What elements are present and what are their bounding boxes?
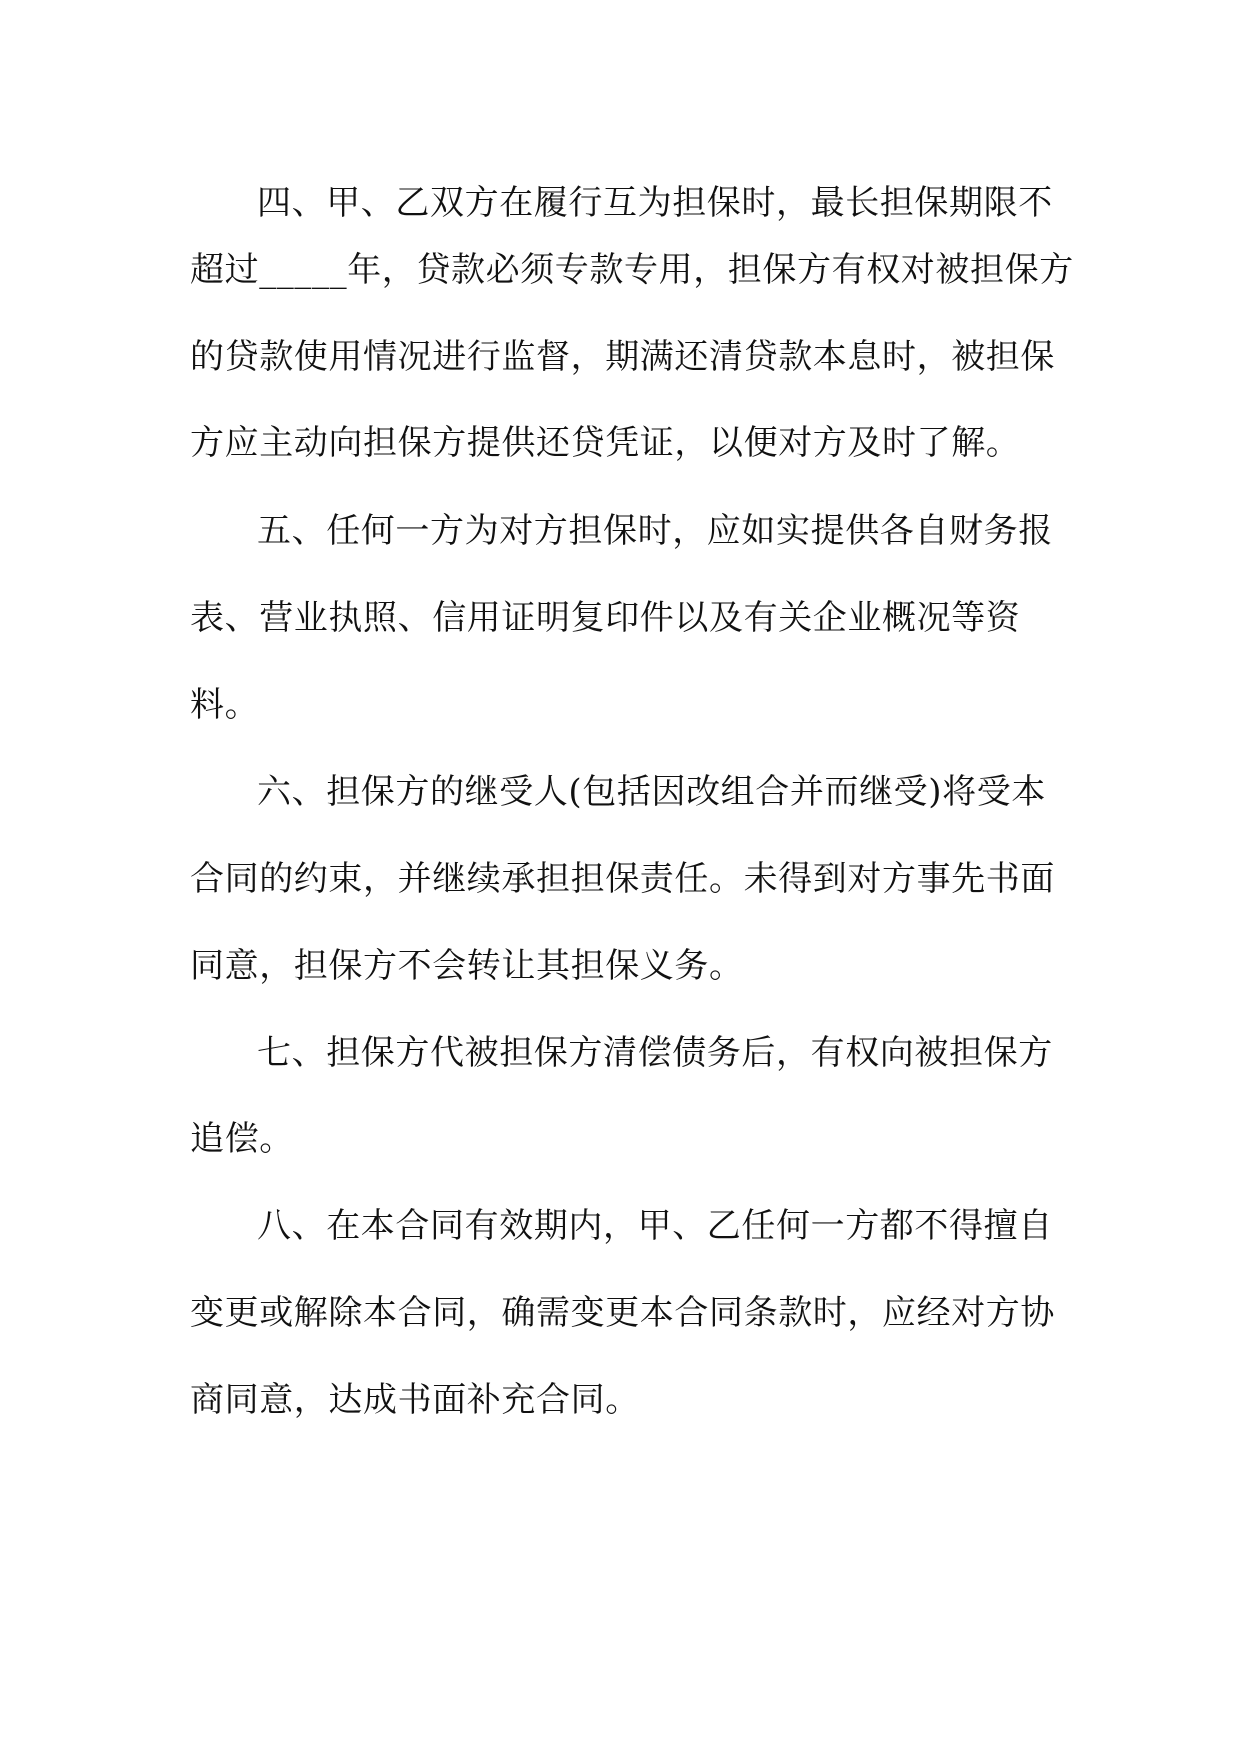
clause-5-line-2: 表、营业执照、信用证明复印件以及有关企业概况等资 [190, 598, 1021, 638]
clause-8-line-2: 变更或解除本合同，确需变更本合同条款时，应经对方协 [190, 1293, 1055, 1333]
clause-8-line-3: 商同意，达成书面补充合同。 [190, 1380, 640, 1420]
clause-6-line-3: 同意，担保方不会转让其担保义务。 [190, 946, 744, 986]
clause-4-line-2: 超过_____年，贷款必须专款专用，担保方有权对被担保方 [190, 250, 1074, 290]
clause-4-line-4: 方应主动向担保方提供还贷凭证，以便对方及时了解。 [190, 423, 1021, 463]
clause-4-line-3: 的贷款使用情况进行监督，期满还清贷款本息时，被担保 [190, 337, 1055, 377]
clause-4-line-1: 四、甲、乙双方在履行互为担保时，最长担保期限不 [257, 183, 1053, 223]
clause-7-line-2: 追偿。 [190, 1119, 294, 1159]
clause-7-line-1: 七、担保方代被担保方清偿债务后，有权向被担保方 [257, 1033, 1053, 1073]
clause-8-line-1: 八、在本合同有效期内，甲、乙任何一方都不得擅自 [257, 1206, 1053, 1246]
clause-5-line-1: 五、任何一方为对方担保时，应如实提供各自财务报 [257, 511, 1053, 551]
clause-6-line-2: 合同的约束，并继续承担担保责任。未得到对方事先书面 [190, 859, 1055, 899]
clause-6-line-1: 六、担保方的继受人(包括因改组合并而继受)将受本 [257, 772, 1046, 812]
clause-5-line-3: 料。 [190, 685, 260, 725]
